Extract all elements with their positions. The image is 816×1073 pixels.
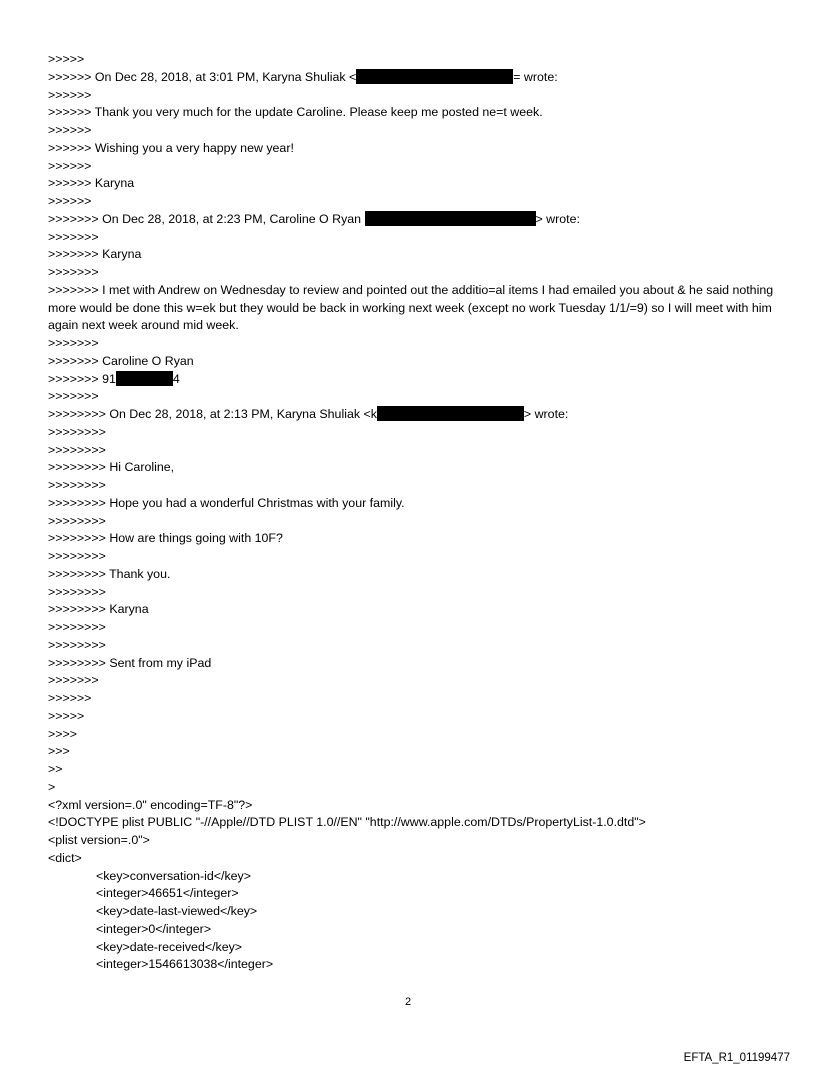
xml-line: <integer>1546613038</integer> bbox=[96, 957, 274, 972]
header-text-end: > wrote: bbox=[523, 407, 569, 421]
quote-line: >>>>>>>> bbox=[48, 478, 106, 492]
signature-line: >>>>>> Karyna bbox=[48, 176, 135, 191]
header-text-end: = wrote: bbox=[513, 69, 558, 84]
xml-line: <key>date-received</key> bbox=[96, 939, 243, 954]
quote-line: > bbox=[48, 779, 56, 794]
xml-line: <integer>46651</integer> bbox=[96, 886, 239, 901]
body-line: >>>>>>>> Sent from my iPad bbox=[48, 655, 212, 670]
body-line: >>>>>>>> Hope you had a wonderful Christmas with your family. bbox=[48, 495, 405, 510]
header-text: >>>>>>> On Dec 28, 2018, at 2:23 PM, Caroline O Ryan bbox=[48, 211, 365, 226]
page-number: 2 bbox=[404, 996, 412, 1008]
quote-line: >>>> bbox=[48, 726, 77, 741]
body-paragraph: >>>>>>> I met with Andrew on Wednesday to review and pointed out the additio=al items I had emailed you about & he said nothing more would be done this w=ek but they would be back in working next week (except no work Tuesday 1/1/=9) so I will meet with him again next week around mid week. bbox=[48, 282, 774, 333]
quote-line: >>>>>> bbox=[48, 194, 92, 208]
document-body bbox=[48, 51, 776, 974]
redaction-box bbox=[377, 406, 524, 421]
body-line: >>>>>>>> How are things going with 10F? bbox=[48, 531, 283, 546]
quote-line: >>>>>>> bbox=[48, 336, 99, 350]
quote-line: >>>>>>>> bbox=[48, 637, 106, 652]
quote-line: >>>>>>>> bbox=[48, 424, 106, 439]
redaction-box bbox=[116, 371, 173, 386]
xml-line: <!DOCTYPE plist PUBLIC "-//Apple//DTD PLIST 1.0//EN" "http://www.apple.com/DTDs/PropertyList-1.0.dtd"> bbox=[48, 815, 646, 830]
xml-line: <?xml version=.0" encoding=TF-8"?> bbox=[48, 797, 253, 812]
quote-line: >>>>>>>> bbox=[48, 442, 106, 457]
quote-line: >>>>>>> bbox=[48, 229, 99, 244]
redaction-box bbox=[356, 69, 513, 84]
phone-text-end: 4 bbox=[172, 371, 180, 386]
body-line: >>>>>>> Karyna bbox=[48, 247, 142, 262]
header-line bbox=[48, 211, 776, 229]
quote-line: >>>>> bbox=[48, 52, 85, 66]
quote-line: >>>>> bbox=[48, 708, 85, 723]
phone-text: >>>>>>> 91 bbox=[48, 371, 116, 386]
quote-line: >>> bbox=[48, 744, 70, 759]
quote-line: >>>>>>>> bbox=[48, 620, 106, 634]
quote-line: >>>>>> bbox=[48, 123, 92, 137]
quote-line: >>>>>>> bbox=[48, 265, 99, 279]
body-line: >>>>>>>> Hi Caroline, bbox=[48, 460, 175, 475]
header-line bbox=[48, 406, 776, 424]
quote-line: >>>>>> bbox=[48, 158, 92, 173]
header-text: >>>>>>>> On Dec 28, 2018, at 2:13 PM, Karyna Shuliak <k bbox=[48, 407, 377, 421]
header-text: >>>>>> On Dec 28, 2018, at 3:01 PM, Karyna Shuliak < bbox=[48, 69, 357, 84]
xml-line: <dict> bbox=[48, 850, 82, 865]
quote-line: >>>>>>> bbox=[48, 673, 99, 688]
quote-line: >> bbox=[48, 762, 63, 776]
xml-line: <key>date-last-viewed</key> bbox=[96, 904, 258, 918]
redaction-box bbox=[365, 211, 536, 226]
quote-line: >>>>>>>> bbox=[48, 513, 106, 528]
bates-number: EFTA_R1_01199477 bbox=[683, 1052, 790, 1064]
xml-line: <plist version=.0"> bbox=[48, 833, 150, 847]
quote-line: >>>>>>>> bbox=[48, 584, 106, 599]
xml-line: <integer>0</integer> bbox=[96, 921, 212, 936]
signature-line: >>>>>>> Caroline O Ryan bbox=[48, 353, 194, 368]
header-text-end: > wrote: bbox=[535, 211, 580, 226]
header-line bbox=[48, 69, 776, 87]
xml-line: <key>conversation-id</key> bbox=[96, 868, 251, 883]
body-line: >>>>>>>> Thank you. bbox=[48, 566, 171, 581]
phone-line bbox=[48, 371, 776, 389]
quote-line: >>>>>> bbox=[48, 691, 92, 705]
body-line: >>>>>> Thank you very much for the update Caroline. Please keep me posted ne=t week. bbox=[48, 105, 543, 120]
quote-line: >>>>>> bbox=[48, 87, 92, 102]
quote-line: >>>>>>>> bbox=[48, 549, 106, 563]
body-line: >>>>>> Wishing you a very happy new year! bbox=[48, 140, 294, 155]
signature-line: >>>>>>>> Karyna bbox=[48, 602, 149, 617]
quote-line: >>>>>>> bbox=[48, 389, 99, 404]
